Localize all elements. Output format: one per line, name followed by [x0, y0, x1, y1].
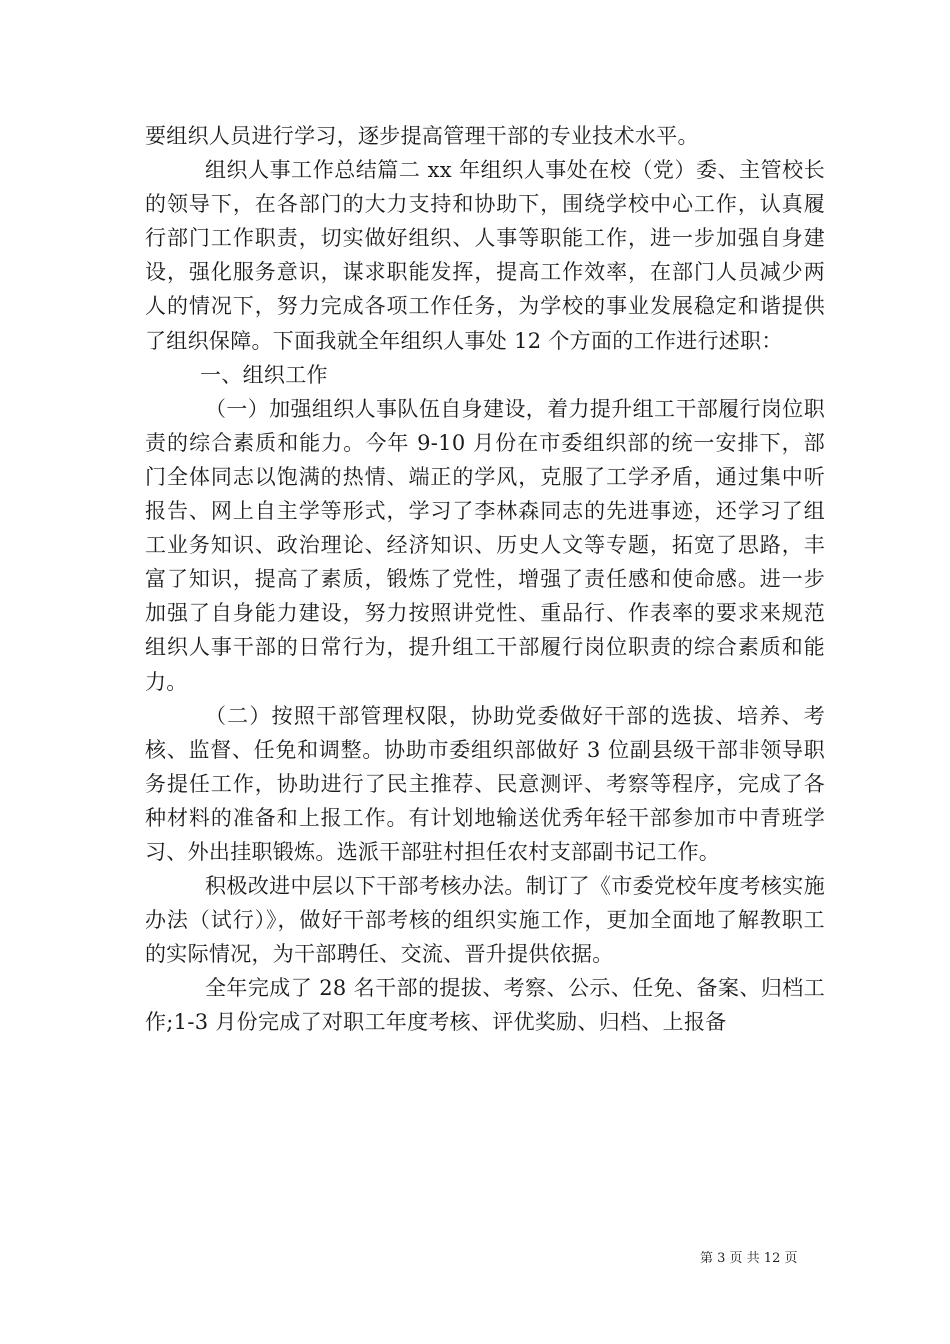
paragraph-item-1: （一）加强组织人事队伍自身建设，着力提升组工干部履行岗位职责的综合素质和能力。今年 9-10 月份在市委组织部的统一安排下，部门全体同志以饱满的热情、端正的学风，克服了工学矛盾，通过集中听报告、网上自主学等形式，学习了李林森同志的先进事迹，还学习了组工业务知识、政治理论、经济知识、历史人文等专题，拓宽了思路，丰富了知识，提高了素质，锻炼了党性，增强了责任感和使命感。进一步加强了自身能力建设，努力按照讲党性、重品行、作表率的要求来规范组织人事干部的日常行为，提升组工干部履行岗位职责的综合素质和能力。 [145, 396, 825, 694]
document-body [145, 119, 825, 1040]
paragraph-intro: 组织人事工作总结篇二 xx 年组织人事处在校（党）委、主管校长的领导下，在各部门的大力支持和协助下，围绕学校中心工作，认真履行部门工作职责，切实做好组织、人事等职能工作，进一步加强自身建设，强化服务意识，谋求职能发挥，提高工作效率，在部门人员减少两人的情况下，努力完成各项工作任务，为学校的事业发展稳定和谐提供了组织保障。下面我就全年组织人事处 12 个方面的工作进行述职： [145, 158, 825, 353]
section-heading: 一、组织工作 [200, 362, 328, 387]
paragraph-annual-summary: 全年完成了 28 名干部的提拔、考察、公示、任免、备案、归档工作;1-3 月份完成了对职工年度考核、评优奖励、归档、上报备 [145, 976, 825, 1035]
page-number-footer: 第 3 页 共 12 页 [700, 1251, 798, 1266]
paragraph-continuation: 要组织人员进行学习，逐步提高管理干部的专业技术水平。 [145, 124, 699, 148]
paragraph-assessment: 积极改进中层以下干部考核办法。制订了《市委党校年度考核实施办法（试行）》，做好干部考核的组织实施工作，更加全面地了解教职工的实际情况，为干部聘任、交流、晋升提供依据。 [145, 874, 825, 967]
paragraph-item-2: （二）按照干部管理权限，协助党委做好干部的选拔、培养、考核、监督、任免和调整。协助市委组织部做好 3 位副县级干部非领导职务提任工作，协助进行了民主推荐、民意测评、考察等程序，完成了各种材料的准备和上报工作。有计划地输送优秀年轻干部参加市中青班学习、外出挂职锻炼。选派干部驻村担任农村支部副书记工作。 [145, 703, 825, 864]
